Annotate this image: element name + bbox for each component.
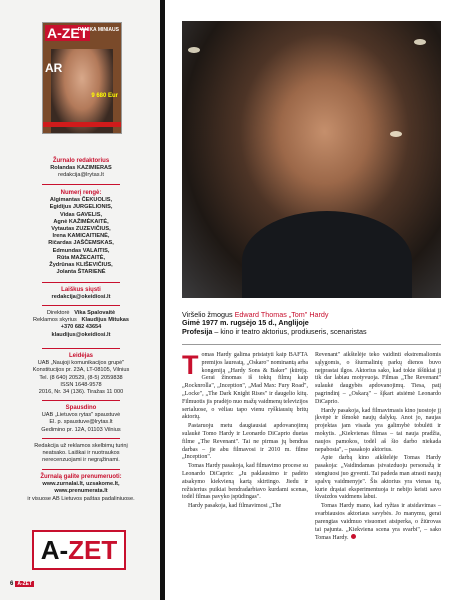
caption-prefix: Viršelio žmogus — [182, 310, 233, 319]
staff-block — [6, 310, 156, 339]
subscribe-line[interactable]: www.prenumerata.lt — [54, 488, 108, 495]
divider — [42, 438, 120, 439]
author-name: Ričardas JAŠČEMSKAS, — [48, 240, 114, 247]
subscribe-line: ir visuose AB Lietuvos paštas padaliniuose. — [27, 495, 135, 502]
chief-editor-email[interactable]: redakcija@lrytas.lt — [58, 172, 104, 179]
publisher-block — [6, 353, 156, 396]
magazine-cover-thumbnail — [42, 22, 122, 134]
portrait-photo — [182, 21, 441, 298]
background-light — [390, 131, 402, 137]
article-column-2 — [315, 352, 441, 544]
letters-block — [6, 287, 156, 301]
letters-title: Laiškus siųsti — [61, 287, 101, 293]
article-paragraph: Tomas Hardy pasakoja, kad filmavimo procese su Leonardo DiCaprio: „Ju paklausimo ir padėto atsakymo kiekvieną kartą skirtingo. Jiedu ir režisierius puikiai bendradarbiavo kurdami scenas, todėl filmas pavyko įspūdingas". — [182, 463, 308, 501]
author-name: Agnė KAŽIMĖKAITĖ, — [53, 218, 109, 225]
author-name: Žydrūnas KLIŠEVIČIUS, — [49, 262, 113, 269]
author-name: Egidijus JURGELIONIS, — [49, 204, 113, 211]
publisher-title: Leidėjas — [68, 353, 93, 359]
subscribe-title: Žurnalą galite prenumeruoti: — [40, 474, 122, 480]
chief-editor-title: Žurnalo redaktorius — [52, 158, 110, 164]
author-name: Irena KAMICAITIENĖ, — [52, 233, 110, 240]
publisher-line: ISSN 1648-9578 — [60, 381, 102, 388]
director-label: Direktorė — [46, 310, 70, 316]
author-name: Vidas GAVELIS, — [59, 211, 103, 218]
publisher-line: 2016, Nr. 34 (136). Tiražas 11 000 — [38, 389, 124, 396]
ads-email[interactable]: klaudijus@okeidiosi.lt — [51, 331, 111, 338]
subscribe-line[interactable]: www.zurnalai.lt, uzsakome.lt, — [42, 481, 120, 488]
page-footer — [10, 581, 34, 587]
drop-cap: T — [182, 350, 199, 380]
author-name: Algimantas ČEKUOLIS, — [49, 197, 113, 204]
disclaimer-line: nerecenzuojami ir negrąžinami. — [42, 457, 120, 464]
page-number: 6 — [10, 581, 14, 587]
caption-name: Edward Thomas „Tom" Hardy — [234, 310, 329, 319]
author-name: Edmundas VALAITIS, — [52, 247, 110, 254]
article-paragraph: Apie darbą kino aikštelėje Tomas Hardy pasakoja: „Vaidindamas įsivaizduoju personažą ir stengiuosi juo gyventi. Tai padeda man atrasti naujų spalvų vaidmenyje". Šis aktorius yra vienas tų, kurie drąsiai eksperimentuoja ir nebijo keisti savo išvaizdos vaidmens labui. — [315, 455, 441, 501]
letters-email[interactable]: redakcija@okeidiosi.lt — [51, 294, 111, 301]
caption-rule — [182, 344, 441, 345]
publisher-line: Tel. (8 640) 20529, (8-5) 2059838 — [39, 374, 123, 381]
caption-profession: – kino ir teatro aktorius, prodiuseris, scenaristas — [212, 326, 367, 336]
caption-profession-label: Profesija — [182, 326, 213, 336]
article-paragraph: Hardy pasakoja, kad filmavimasis kino juostoje jį įkvėpė ir išmokė naujų dalykų. Anot jo, naujas projektas jam visada yra galimybė tobulėti ir mokytis. „Kiekvienas filmas – tai nauja pradžia, naujos pamokos, todėl aš šio darbo niekada nepabosta", – pasakojo aktorius. — [315, 407, 441, 453]
dark-suit — [242, 211, 412, 298]
subscribe-block — [6, 474, 156, 503]
cover-price: 9 680 Eur — [91, 93, 118, 99]
cover-person-caption — [182, 311, 441, 336]
ads-phone: +370 682 43654 — [60, 324, 102, 331]
a-zet-logo — [32, 530, 126, 570]
disclaimer-line: Redakcija už reklamos skelbimų turinį — [34, 443, 128, 449]
authors-title: Numerį rengė: — [60, 190, 102, 196]
article-paragraph: Pastaruoju metu daugiausiai apdovanojimų sulaukė Tomo Hardy ir Leonardo DiCaprio duetas filme „The Revenant". Tai ne pirmas jų bendras darbas – jie abu filmavosi ir 2010 m. filme „Inception". — [182, 423, 308, 461]
chief-editor-block — [6, 158, 156, 180]
printer-title: Spausdino — [65, 405, 97, 411]
end-mark-icon — [351, 534, 356, 539]
chief-editor-name: Rolandas KAZIMIERAS — [50, 165, 112, 172]
disclaimer-line: neatsako. Laiškai ir nuotraukos — [42, 450, 120, 457]
background-light — [188, 47, 200, 53]
cover-logo: A-ZET — [47, 25, 89, 41]
cover-tag: PANIKA MINIAUS — [77, 27, 119, 33]
divider — [42, 469, 120, 470]
divider — [42, 305, 120, 306]
director-name: Vika Spalovaitė — [74, 310, 116, 316]
article-paragraph — [315, 503, 441, 543]
printer-line: Gedimino pr. 12A, 01103 Vilnius — [41, 426, 121, 433]
ads-name: Klaudijus Mitukas — [81, 317, 130, 324]
author-name: Jolanta ŠTARIENĖ — [56, 269, 106, 276]
publisher-line: Konstitucijos pr. 23A, LT-08105, Vilnius — [32, 367, 130, 374]
authors-block — [6, 190, 156, 276]
masthead-sidebar — [0, 0, 161, 600]
author-name: Rūta MAŽECAITĖ, — [56, 254, 106, 261]
article-column-1 — [182, 352, 308, 512]
article-paragraph: Revenant" aikštelėje teko vaidinti ekstremaliomis sąlygomis, o šiurmalinių parkų dienos buvo neįprastai ilgos. Aktorius sako, kad tokie iššūkiai jį tik dar labiau motyvuoja. Filmas „The Revenant" sulaukė daugybės apdovanojimų. Tiesa, patį pagrindinį – „Oskarą" – šįkart atsiėmė Leonardo DiCaprio. — [315, 352, 441, 405]
divider — [42, 400, 120, 401]
caption-birth: Gimė 1977 m. rugsėjo 15 d., Anglijoje — [182, 318, 309, 328]
ads-label: Reklamos skyrius — [32, 317, 77, 324]
publisher-line: UAB „Naujoji komunikacijos grupė" — [37, 360, 125, 367]
author-name: Vytautas ZUZEVIČIUS, — [51, 226, 111, 233]
background-light — [414, 39, 426, 45]
logo-part-b: ZET — [68, 535, 118, 565]
divider — [42, 184, 120, 185]
footer-badge: A-ZET — [17, 581, 33, 587]
disclaimer-block — [6, 443, 156, 465]
article-paragraph: Hardy pasakoja, kad filmavimosi „The — [188, 503, 282, 510]
cover-big-text: AR — [45, 61, 63, 75]
divider — [42, 348, 120, 349]
printer-block — [6, 405, 156, 434]
printer-line: El. p. spaustuve@lrytas.lt — [49, 419, 113, 426]
article-paragraph: omas Hardy galima pristatyti kaip BAFTA premijos laureatą, „Oskaro" nominantą arba kongeniją „Hardy Sons & Baker" įkūrėją. Gerai žinomas iš tokių filmų kaip „Rocknrolla", „Inception", „Mad Max: Fury Road", „Locke", „The Dark Knight Rises" ir daugelio kitų. Filmuotis jis pradėjo nuo mažų vaidmenų televizijos serialuose, o vėliau tapo vienu ryškiausių britų aktorių. — [182, 352, 308, 421]
logo-part-a: A- — [40, 535, 69, 565]
column-divider-bar — [160, 0, 165, 600]
printer-line: UAB „Lietuvos rytas" spaustuvė — [41, 412, 121, 419]
cover-strip — [43, 122, 121, 127]
article-last-text: Tomas Hardy mano, kad ryžtas ir atsidavimas – svarbiausios aktoriaus savybės. Jo manymu, gerai parengtas vaidmuo visuomet atsiperka, o žiūrovas tai pajunta. „Kiekviena scena yra svarbi", – sako Tomas Hardy. — [315, 503, 441, 542]
divider — [42, 282, 120, 283]
